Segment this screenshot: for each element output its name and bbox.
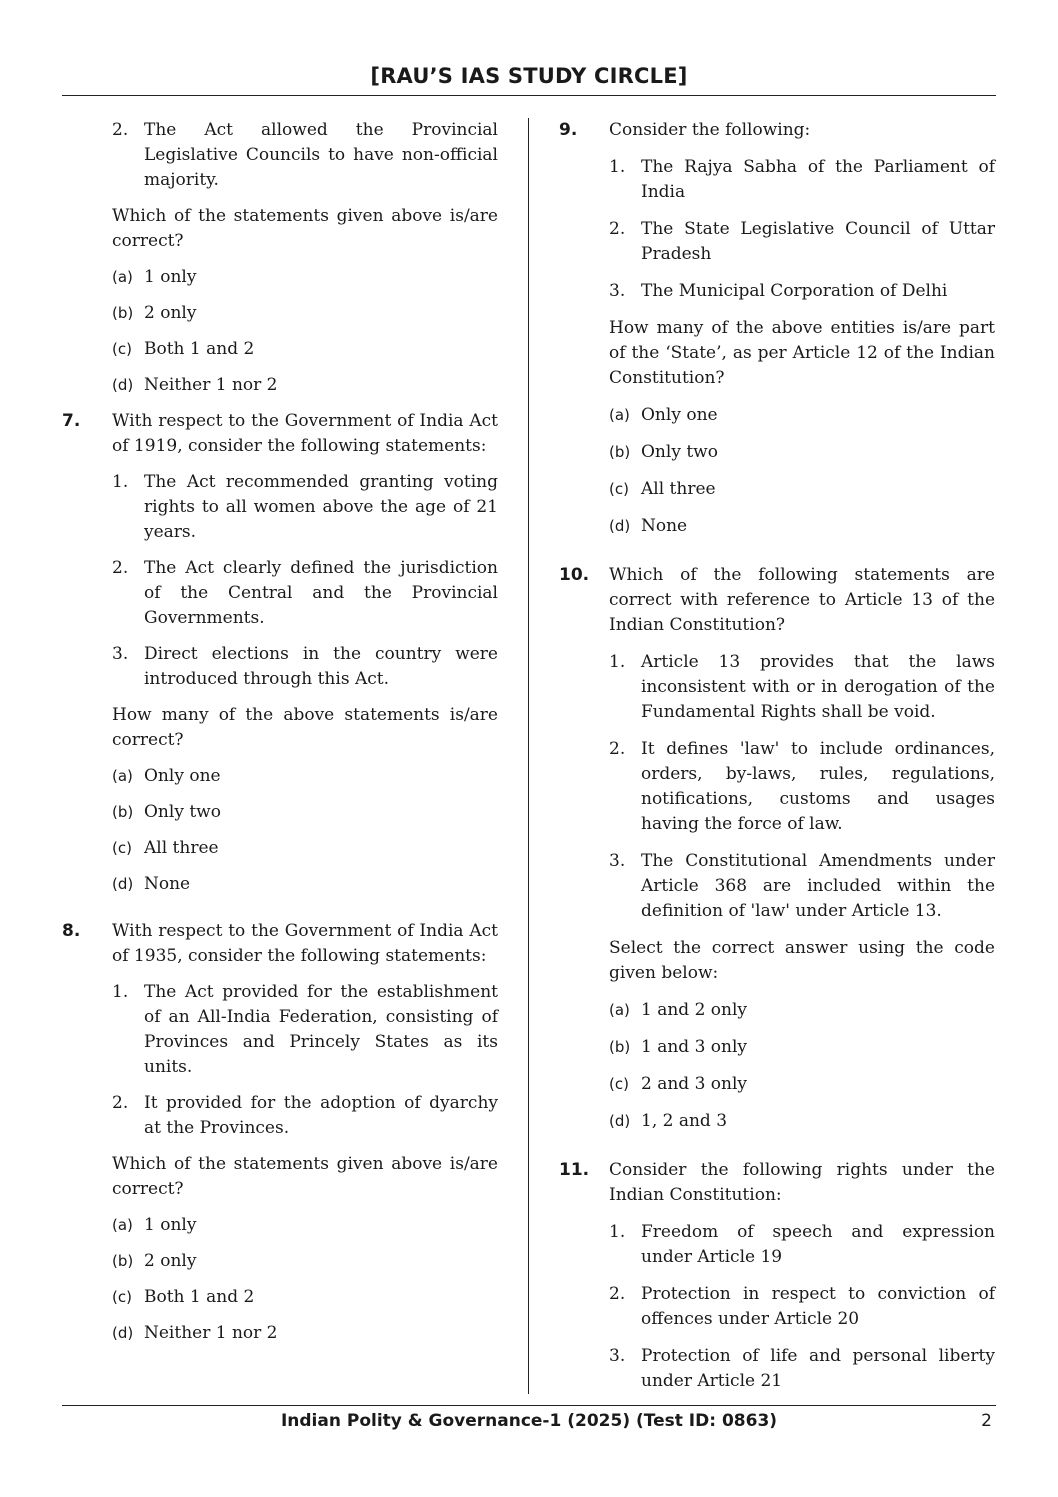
option-a	[112, 265, 498, 290]
statement-number: 2.	[112, 1093, 129, 1113]
option-text: None	[641, 516, 688, 536]
option-label: (b)	[609, 1038, 631, 1056]
statement-text: Protection of life and personal liberty under Article 21	[641, 1346, 995, 1391]
option-a	[609, 998, 995, 1023]
statement	[609, 650, 995, 725]
option-c	[609, 1072, 995, 1097]
option-d	[112, 373, 498, 398]
option-text: Both 1 and 2	[144, 339, 255, 359]
question-stem: Which of the following statements are correct with reference to Article 13 of the Indian Constitution?	[609, 565, 995, 635]
statement-text: Freedom of speech and expression under Article 19	[641, 1222, 995, 1267]
question-10	[559, 563, 995, 1146]
option-d	[609, 1109, 995, 1134]
option-label: (a)	[112, 767, 133, 785]
right-column	[559, 118, 995, 1418]
option-label: (a)	[609, 1001, 630, 1019]
option-text: 1 and 2 only	[641, 1000, 748, 1020]
statement	[609, 737, 995, 837]
option-label: (a)	[112, 1216, 133, 1234]
statement-text: It defines 'law' to include ordinances, orders, by-laws, rules, regulations, notifications, customs and usages having the force of law.	[641, 739, 995, 834]
option-text: Neither 1 nor 2	[144, 1323, 278, 1343]
statement-number: 3.	[609, 281, 626, 301]
statement-number: 1.	[609, 652, 626, 672]
page-number: 2	[981, 1411, 992, 1431]
option-b	[609, 1035, 995, 1060]
footer-rule	[62, 1405, 996, 1406]
statement	[609, 155, 995, 205]
question-7	[62, 409, 498, 908]
option-label: (b)	[609, 443, 631, 461]
option-d	[112, 1321, 498, 1346]
question-prompt: How many of the above statements is/are correct?	[112, 705, 498, 750]
question-prompt: Which of the statements given above is/are correct?	[112, 1154, 498, 1199]
question-number: 11.	[559, 1160, 590, 1180]
option-c	[112, 1285, 498, 1310]
option-d	[609, 514, 995, 539]
question-number: 10.	[559, 565, 590, 585]
statement-text: The Act clearly defined the jurisdiction of the Central and the Provincial Governments.	[144, 558, 498, 628]
statement-text: The Act recommended granting voting rights to all women above the age of 21 years.	[144, 472, 498, 542]
option-b	[112, 800, 498, 825]
option-label: (c)	[609, 1075, 629, 1093]
option-a	[609, 403, 995, 428]
statement	[609, 1282, 995, 1332]
option-label: (b)	[112, 304, 134, 322]
option-text: 1, 2 and 3	[641, 1111, 728, 1131]
statement	[112, 642, 498, 692]
option-label: (d)	[609, 1112, 631, 1130]
option-label: (b)	[112, 803, 134, 821]
statement-text: The Rajya Sabha of the Parliament of India	[641, 157, 995, 202]
option-a	[112, 1213, 498, 1238]
statement-number: 2.	[609, 739, 626, 759]
option-text: 1 only	[144, 1215, 197, 1235]
statement-number: 1.	[112, 472, 129, 492]
question-stem: With respect to the Government of India Act of 1919, consider the following statements:	[112, 411, 498, 456]
statement-number: 2.	[609, 219, 626, 239]
option-label: (d)	[609, 517, 631, 535]
statement	[112, 1091, 498, 1141]
option-label: (a)	[112, 268, 133, 286]
option-text: Only one	[641, 405, 718, 425]
statement-text: Protection in respect to conviction of offences under Article 20	[641, 1284, 995, 1329]
statement-number: 2.	[609, 1284, 626, 1304]
column-divider	[528, 118, 529, 1394]
option-label: (b)	[112, 1252, 134, 1270]
option-label: (a)	[609, 406, 630, 424]
statement-number: 1.	[609, 1222, 626, 1242]
option-label: (d)	[112, 875, 134, 893]
option-b	[609, 440, 995, 465]
question-number: 7.	[62, 411, 81, 431]
option-a	[112, 764, 498, 789]
option-text: Only one	[144, 766, 221, 786]
statement-number: 1.	[609, 157, 626, 177]
option-label: (c)	[609, 480, 629, 498]
statement	[609, 217, 995, 267]
page-header: [RAU’S IAS STUDY CIRCLE]	[370, 64, 688, 88]
statement-number: 1.	[112, 982, 129, 1002]
option-text: Only two	[144, 802, 221, 822]
option-d	[112, 872, 498, 897]
option-text: 2 only	[144, 1251, 197, 1271]
statement-text: The Municipal Corporation of Delhi	[641, 281, 948, 301]
question-stem: With respect to the Government of India Act of 1935, consider the following statements:	[112, 921, 498, 966]
option-label: (c)	[112, 839, 132, 857]
option-label: (d)	[112, 376, 134, 394]
statement	[112, 118, 498, 193]
statement-text: Article 13 provides that the laws inconsistent with or in derogation of the Fundamental Rights shall be void.	[641, 652, 995, 722]
option-label: (c)	[112, 1288, 132, 1306]
statement	[112, 980, 498, 1080]
option-text: Both 1 and 2	[144, 1287, 255, 1307]
option-b	[112, 1249, 498, 1274]
question-number: 8.	[62, 921, 81, 941]
statement	[112, 556, 498, 631]
header-rule	[62, 95, 996, 96]
option-label: (c)	[112, 340, 132, 358]
statement	[609, 1220, 995, 1270]
statement-text: The Act provided for the establishment of an All-India Federation, consisting of Provinces and Princely States as its units.	[144, 982, 498, 1077]
option-text: Neither 1 nor 2	[144, 375, 278, 395]
question-6-continued	[62, 118, 498, 398]
option-text: 1 only	[144, 267, 197, 287]
option-text: All three	[144, 838, 219, 858]
statement-number: 3.	[609, 851, 626, 871]
option-text: All three	[641, 479, 716, 499]
statement-text: The Constitutional Amendments under Article 368 are included within the definition of 'law' under Article 13.	[641, 851, 995, 921]
statement-text: It provided for the adoption of dyarchy at the Provinces.	[144, 1093, 498, 1138]
statement-number: 3.	[112, 644, 129, 664]
question-stem: Consider the following:	[609, 120, 811, 140]
statement	[609, 1344, 995, 1394]
option-text: 1 and 3 only	[641, 1037, 748, 1057]
statement	[112, 470, 498, 545]
question-stem: Consider the following rights under the Indian Constitution:	[609, 1160, 995, 1205]
option-text: 2 only	[144, 303, 197, 323]
question-prompt: How many of the above entities is/are part of the ‘State’, as per Article 12 of the Indian Constitution?	[609, 318, 995, 388]
option-label: (d)	[112, 1324, 134, 1342]
statement-text: The State Legislative Council of Uttar Pradesh	[641, 219, 995, 264]
footer-title: Indian Polity & Governance-1 (2025) (Test ID: 0863)	[280, 1411, 778, 1431]
option-c	[112, 836, 498, 861]
statement	[609, 279, 995, 304]
statement-text: Direct elections in the country were introduced through this Act.	[144, 644, 498, 689]
option-text: None	[144, 874, 191, 894]
question-11	[559, 1158, 995, 1406]
statement-number: 2.	[112, 120, 129, 140]
option-c	[609, 477, 995, 502]
question-8	[62, 919, 498, 1357]
statement-number: 2.	[112, 558, 129, 578]
option-b	[112, 301, 498, 326]
question-number: 9.	[559, 120, 578, 140]
option-c	[112, 337, 498, 362]
statement-text: The Act allowed the Provincial Legislative Councils to have non-official majority.	[144, 120, 498, 190]
option-text: 2 and 3 only	[641, 1074, 748, 1094]
question-prompt: Which of the statements given above is/are correct?	[112, 206, 498, 251]
question-prompt: Select the correct answer using the code given below:	[609, 938, 995, 983]
left-column	[62, 118, 498, 1368]
option-text: Only two	[641, 442, 718, 462]
question-9	[559, 118, 995, 551]
statement-number: 3.	[609, 1346, 626, 1366]
statement	[609, 849, 995, 924]
